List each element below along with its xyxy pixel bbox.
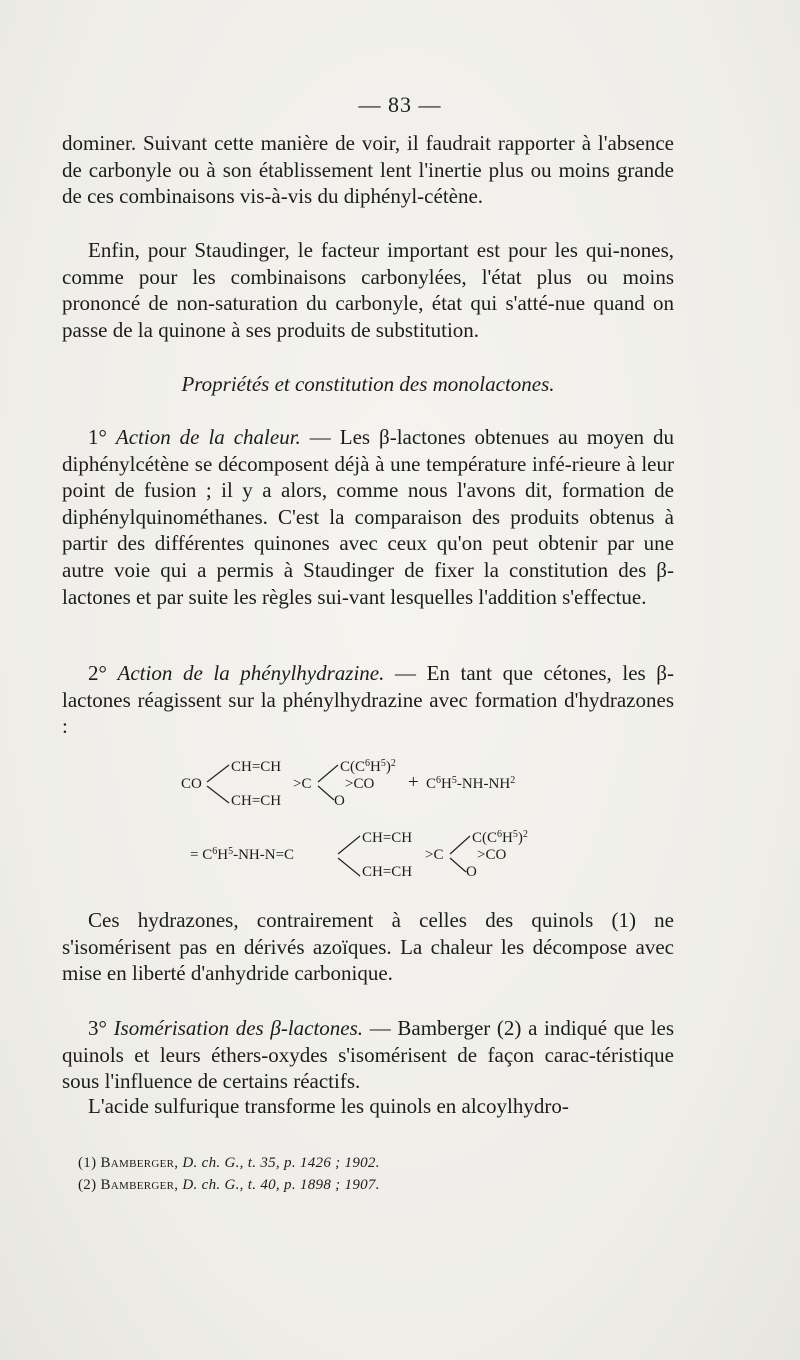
item-3	[62, 1015, 674, 1095]
formula-1-co: CO	[181, 776, 202, 792]
item-2-title: Action de la phénylhydrazine.	[117, 661, 385, 685]
formula-1-top-right: $C(C^6H^5)^2$	[340, 758, 396, 775]
footnote-1: (1) Bamberger, D. ch. G., t. 35, p. 1426 ; 1902.	[78, 1155, 380, 1171]
item-1-text: — Les β-lactones obtenues au moyen du diphénylcétène se décomposent déjà à une température infé-rieure à leur point de fusion ; il y a alors, comme nous l'avons dit, formation de diphénylquinométhanes. C'est la comparaison des produits obtenus à partir des différentes quinones avec ceux qu'on peut obtenir par une autre voie qui a permis à Staudinger de fixer la constitution des β-lactones et par suite les règles sui-vant lesquelles l'addition s'effectue.	[62, 425, 674, 609]
paragraph-hydrazones: Ces hydrazones, contrairement à celles des quinols (1) ne s'isomérisent pas en dérivés azoïques. La chaleur les décompose avec mise en liberté d'anhydride carbonique.	[62, 908, 674, 986]
section-heading: Propriétés et constitution des monolactones.	[181, 372, 555, 396]
item-1-title: Action de la chaleur.	[115, 425, 301, 449]
item-2-number: 2°	[88, 661, 107, 685]
formula-1-reagent: $C^6H^5-NH-NH^2$	[426, 775, 516, 792]
formula-2-center: >C	[425, 847, 444, 863]
formula-1-oxygen: O	[334, 793, 345, 809]
formula-2-oxygen: O	[466, 864, 477, 880]
formula-1-carbonyl: >CO	[345, 776, 375, 792]
formula-1-top-chain: CH=CH	[231, 759, 282, 775]
paragraph-1: dominer. Suivant cette manière de voir, il faudrait rapporter à l'absence de carbonyle ou à son établissement lent l'inertie plus ou moins grande de ces combinaisons vis-à-vis du diphényl-cétène.	[62, 131, 674, 209]
formula-2-carbonyl: >CO	[477, 847, 507, 863]
item-3-number: 3°	[88, 1016, 107, 1040]
footnote-2: (2) Bamberger, D. ch. G., t. 40, p. 1898 ; 1907.	[78, 1177, 380, 1193]
paragraph-2: Enfin, pour Staudinger, le facteur important est pour les qui-nones, comme pour les combinaisons carbonylées, l'état plus ou moins prononcé de non-saturation du carbonyle, état qui s'atté-nue quand on passe de la quinone à ses produits de substitution.	[62, 238, 674, 342]
item-3-text: — Bamberger (2) a indiqué que les quinols et leurs éthers-oxydes s'isomérisent de façon carac-téristique sous l'influence de certains réactifs.	[62, 1016, 675, 1094]
formula-1-bottom-chain: CH=CH	[231, 793, 282, 809]
item-1-number: 1°	[88, 425, 107, 449]
item-3-title: Isomérisation des β-lactones.	[113, 1016, 364, 1040]
paragraph-sulfuric-acid: L'acide sulfurique transforme les quinols en alcoylhydro-	[88, 1094, 569, 1118]
formula-1-center: >C	[293, 776, 312, 792]
formula-2-top-chain: CH=CH	[362, 830, 413, 846]
item-2-text: — En tant que cétones, les β-lactones réagissent sur la phénylhydrazine avec formation d'hydrazones :	[62, 661, 674, 739]
formula-2-top-right: $C(C^6H^5)^2$	[472, 829, 528, 846]
formula-2-prefix: = $C^6H^5-NH-N=C$	[190, 846, 295, 863]
formula-1-plus: +	[408, 772, 419, 793]
page-number: — 83 —	[358, 92, 442, 117]
formula-2-bottom-chain: CH=CH	[362, 864, 413, 880]
